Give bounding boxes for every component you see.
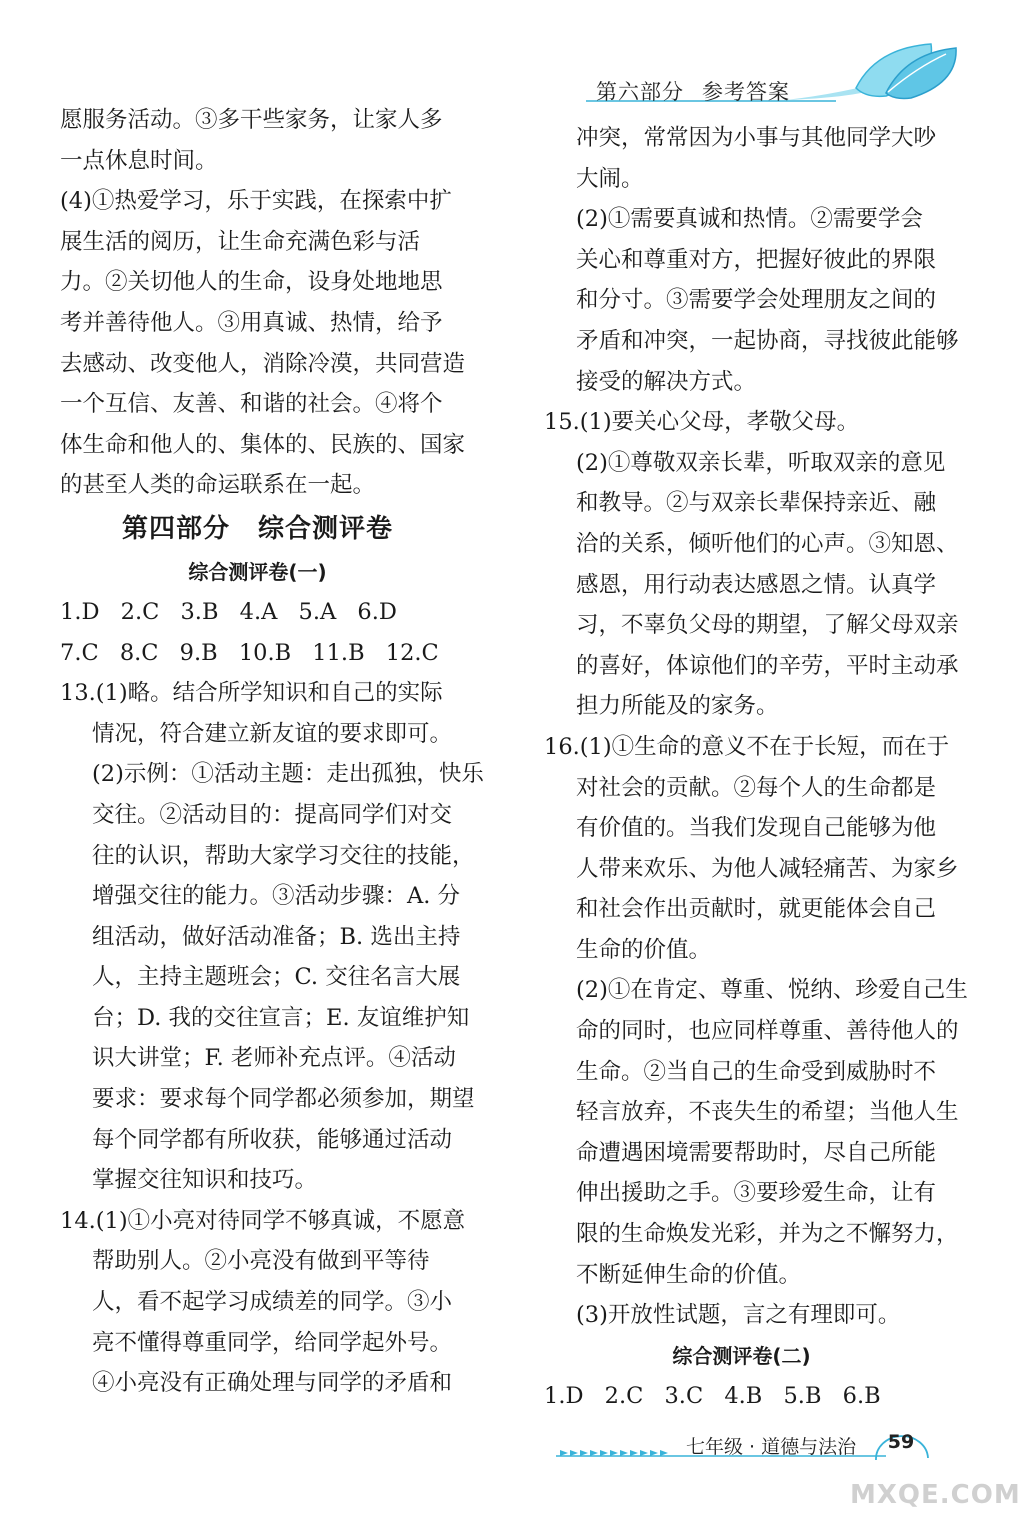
text-line: ④小亮没有正确处理与同学的矛盾和: [92, 1370, 453, 1397]
page-number: 59: [887, 1431, 915, 1453]
text-line: 增强交往的能力。③活动步骤：A. 分: [92, 883, 461, 910]
text-line: 伸出援助之手。③要珍爱生命，让有: [576, 1180, 937, 1207]
section-title-part: 第四部分: [121, 513, 230, 544]
text-line: 命遭遇困境需要帮助时，尽自己所能: [576, 1139, 937, 1166]
text-line: 洽的关系，倾听他们的心声。③知恩、: [576, 530, 959, 557]
text-line: 一个互信、友善、和谐的社会。④将个: [60, 391, 443, 418]
text-line: 有价值的。当我们发现自己能够为他: [576, 815, 937, 842]
text-line: 生命的价值。: [576, 936, 712, 963]
text-line: 体生命和他人的、集体的、民族的、国家: [60, 431, 466, 458]
text-line: 一点休息时间。: [60, 147, 218, 174]
text-line: 矛盾和冲突，一起协商，寻找彼此能够: [576, 327, 959, 354]
text-line: (2)①需要真诚和热情。②需要学会: [576, 206, 923, 233]
text-line: 关心和尊重对方，把握好彼此的界限: [576, 246, 937, 273]
text-line: 的甚至人类的命运联系在一起。: [60, 472, 376, 499]
text-line: 交往。②活动目的：提高同学们对交: [92, 801, 453, 828]
text-line: 帮助别人。②小亮没有做到平等待: [92, 1248, 430, 1275]
section-title: [60, 506, 455, 552]
text-line: 人，看不起学习成绩差的同学。③小: [92, 1289, 453, 1316]
text-line: 展生活的阅历，让生命充满色彩与活: [60, 228, 421, 255]
text-line: 愿服务活动。③多干些家务，让家人多: [60, 107, 443, 133]
sub-title-test-1: 综合测评卷(一): [188, 559, 327, 584]
page-footer: [556, 1420, 976, 1470]
text-line: 不断延伸生命的价值。: [576, 1261, 802, 1288]
text-line: 掌握交往知识和技巧。: [92, 1167, 318, 1194]
answers-row: 1.D 2.C 3.C 4.B 5.B 6.B: [544, 1382, 881, 1409]
sub-title-test-2: 综合测评卷(二): [672, 1343, 811, 1368]
text-line: 组活动，做好活动准备；B. 选出主持: [92, 923, 461, 950]
text-line: 接受的解决方式。: [576, 368, 757, 395]
text-line: 往的认识，帮助大家学习交往的技能，: [92, 842, 475, 869]
text-line: 人带来欢乐、为他人减轻痛苦、为家乡: [576, 855, 959, 882]
text-line: 的喜好，体谅他们的辛劳，平时主动承: [576, 652, 959, 679]
text-line: 担力所能及的家务。: [576, 693, 779, 720]
text-line: 13.(1)略。结合所学知识和自己的实际: [60, 680, 443, 707]
watermark: MXQE.COM: [850, 1480, 1021, 1510]
text-line: 和分寸。③需要学会处理朋友之间的: [576, 287, 937, 314]
left-column-top-text: [60, 100, 466, 506]
left-column-bottom-text: [60, 673, 484, 1404]
text-line: 考并善待他人。③用真诚、热情，给予: [60, 309, 443, 336]
text-line: 识大讲堂；F. 老师补充点评。④活动: [92, 1045, 456, 1072]
text-line: 和教导。②与双亲长辈保持亲近、融: [576, 490, 937, 517]
text-line: 要求：要求每个同学都必须参加，期望: [92, 1086, 475, 1113]
answers-row: 1.D 2.C 3.B 4.A 5.A 6.D: [60, 598, 397, 625]
text-line: 生命。②当自己的生命受到威胁时不: [576, 1058, 937, 1085]
page-header: [586, 38, 986, 108]
text-line: 感恩，用行动表达感恩之情。认真学: [576, 571, 937, 598]
text-line: 大闹。: [576, 165, 644, 192]
text-line: 人，主持主题班会；C. 交往名言大展: [92, 964, 461, 991]
section-title-name: 综合测评卷: [258, 513, 394, 544]
text-line: 限的生命焕发光彩，并为之不懈努力，: [576, 1221, 959, 1248]
text-line: 冲突，常常因为小事与其他同学大吵: [576, 125, 937, 151]
answers-row: 7.C 8.C 9.B 10.B 11.B 12.C: [60, 639, 439, 666]
text-line: 命的同时，也应同样尊重、善待他人的: [576, 1018, 959, 1045]
text-line: (4)①热爱学习，乐于实践，在探索中扩: [60, 188, 452, 215]
right-column-text: [544, 118, 968, 1336]
text-line: 去感动、改变他人，消除冷漠，共同营造: [60, 350, 466, 377]
text-line: 16.(1)①生命的意义不在于长短，而在于: [544, 733, 950, 760]
text-line: 亮不懂得尊重同学，给同学起外号。: [92, 1329, 453, 1356]
header-title: [596, 76, 790, 106]
text-line: 对社会的贡献。②每个人的生命都是: [576, 774, 937, 801]
text-line: (2)①在肯定、尊重、悦纳、珍爱自己生: [576, 977, 968, 1004]
text-line: 台；D. 我的交往宣言；E. 友谊维护知: [92, 1004, 470, 1031]
header-part: 第六部分: [596, 80, 684, 104]
footer-grade-subject: 七年级 · 道德与法治: [686, 1436, 857, 1458]
text-line: 每个同学都有所收获，能够通过活动: [92, 1126, 453, 1153]
text-line: 习，不辜负父母的期望，了解父母双亲: [576, 612, 959, 639]
right-column: [544, 118, 968, 1416]
text-line: 和社会作出贡献时，就更能体会自己: [576, 896, 937, 923]
header-answers-label: 参考答案: [702, 80, 790, 104]
text-line: (3)开放性试题，言之有理即可。: [576, 1302, 901, 1329]
text-line: 14.(1)①小亮对待同学不够真诚，不愿意: [60, 1207, 466, 1234]
text-line: 15.(1)要关心父母，孝敬父母。: [544, 409, 860, 436]
text-line: (2)①尊敬双亲长辈，听取双亲的意见: [576, 449, 946, 476]
text-line: 力。②关切他人的生命，设身处地地思: [60, 269, 443, 296]
left-column: [60, 100, 484, 1404]
text-line: (2)示例：①活动主题：走出孤独，快乐: [92, 761, 484, 788]
text-line: 情况，符合建立新友谊的要求即可。: [92, 720, 453, 747]
text-line: 轻言放弃，不丧失生的希望；当他人生: [576, 1099, 959, 1126]
